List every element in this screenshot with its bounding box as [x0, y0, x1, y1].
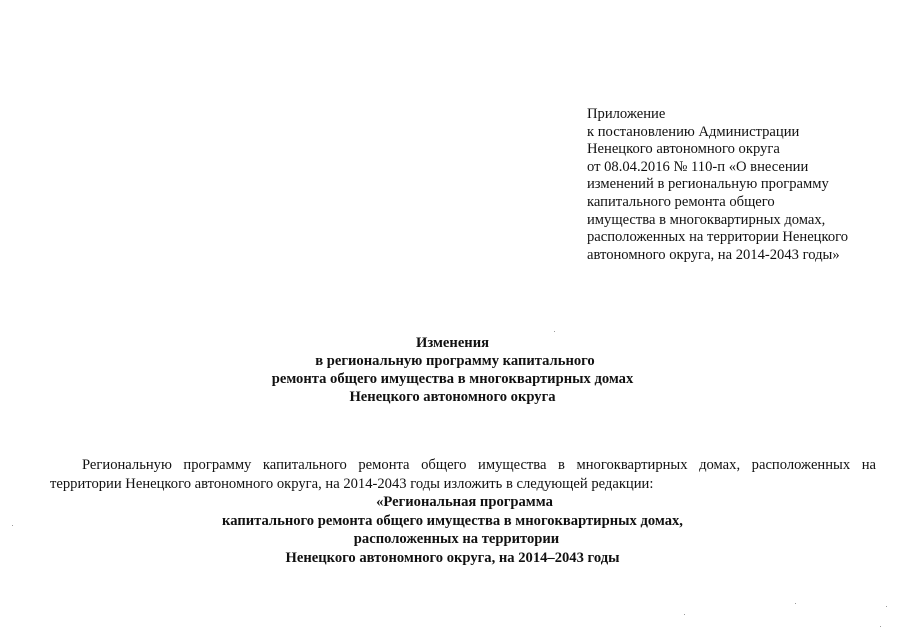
title-line: Ненецкого автономного округа: [349, 389, 556, 405]
appendix-line: имущества в многоквартирных домах,: [587, 211, 826, 228]
document-title: [0, 334, 905, 406]
quote-line: Ненецкого автономного округа, на 2014–2043 годы: [285, 549, 620, 566]
scan-speck: [554, 331, 555, 332]
scan-speck: [880, 626, 881, 627]
appendix-line: автономного округа, на 2014-2043 годы»: [587, 246, 840, 263]
scan-speck: [795, 603, 796, 604]
body-paragraph: [50, 456, 876, 493]
scan-speck: [12, 525, 13, 526]
scan-speck: [886, 606, 887, 607]
appendix-header: [587, 106, 887, 264]
title-line: ремонта общего имущества в многоквартирных домах: [271, 371, 634, 387]
appendix-line: от 08.04.2016 № 110-п «О внесении: [587, 158, 809, 175]
title-line: в региональную программу капитального: [315, 353, 595, 369]
quote-line: расположенных на территории: [353, 531, 560, 547]
appendix-line: Приложение: [587, 106, 666, 122]
appendix-line: изменений в региональную программу: [587, 176, 829, 193]
title-line: Изменения: [415, 335, 490, 351]
appendix-line: Ненецкого автономного округа: [587, 141, 780, 158]
appendix-line: к постановлению Администрации: [587, 123, 800, 140]
quote-line: «Региональная программа: [376, 494, 553, 510]
program-title-quote: [0, 493, 905, 567]
quote-line: капитального ремонта общего имущества в многоквартирных домах,: [222, 512, 683, 529]
body-line: территории Ненецкого автономного округа, на 2014-2043 годы изложить в следующей редакции:: [50, 475, 654, 492]
appendix-line: расположенных на территории Ненецкого: [587, 229, 849, 246]
body-line: Региональную программу капитального ремонта общего имущества в многоквартирных домах, расположенных на: [82, 457, 876, 473]
appendix-line: капитального ремонта общего: [587, 193, 775, 210]
scan-speck: [684, 614, 685, 615]
